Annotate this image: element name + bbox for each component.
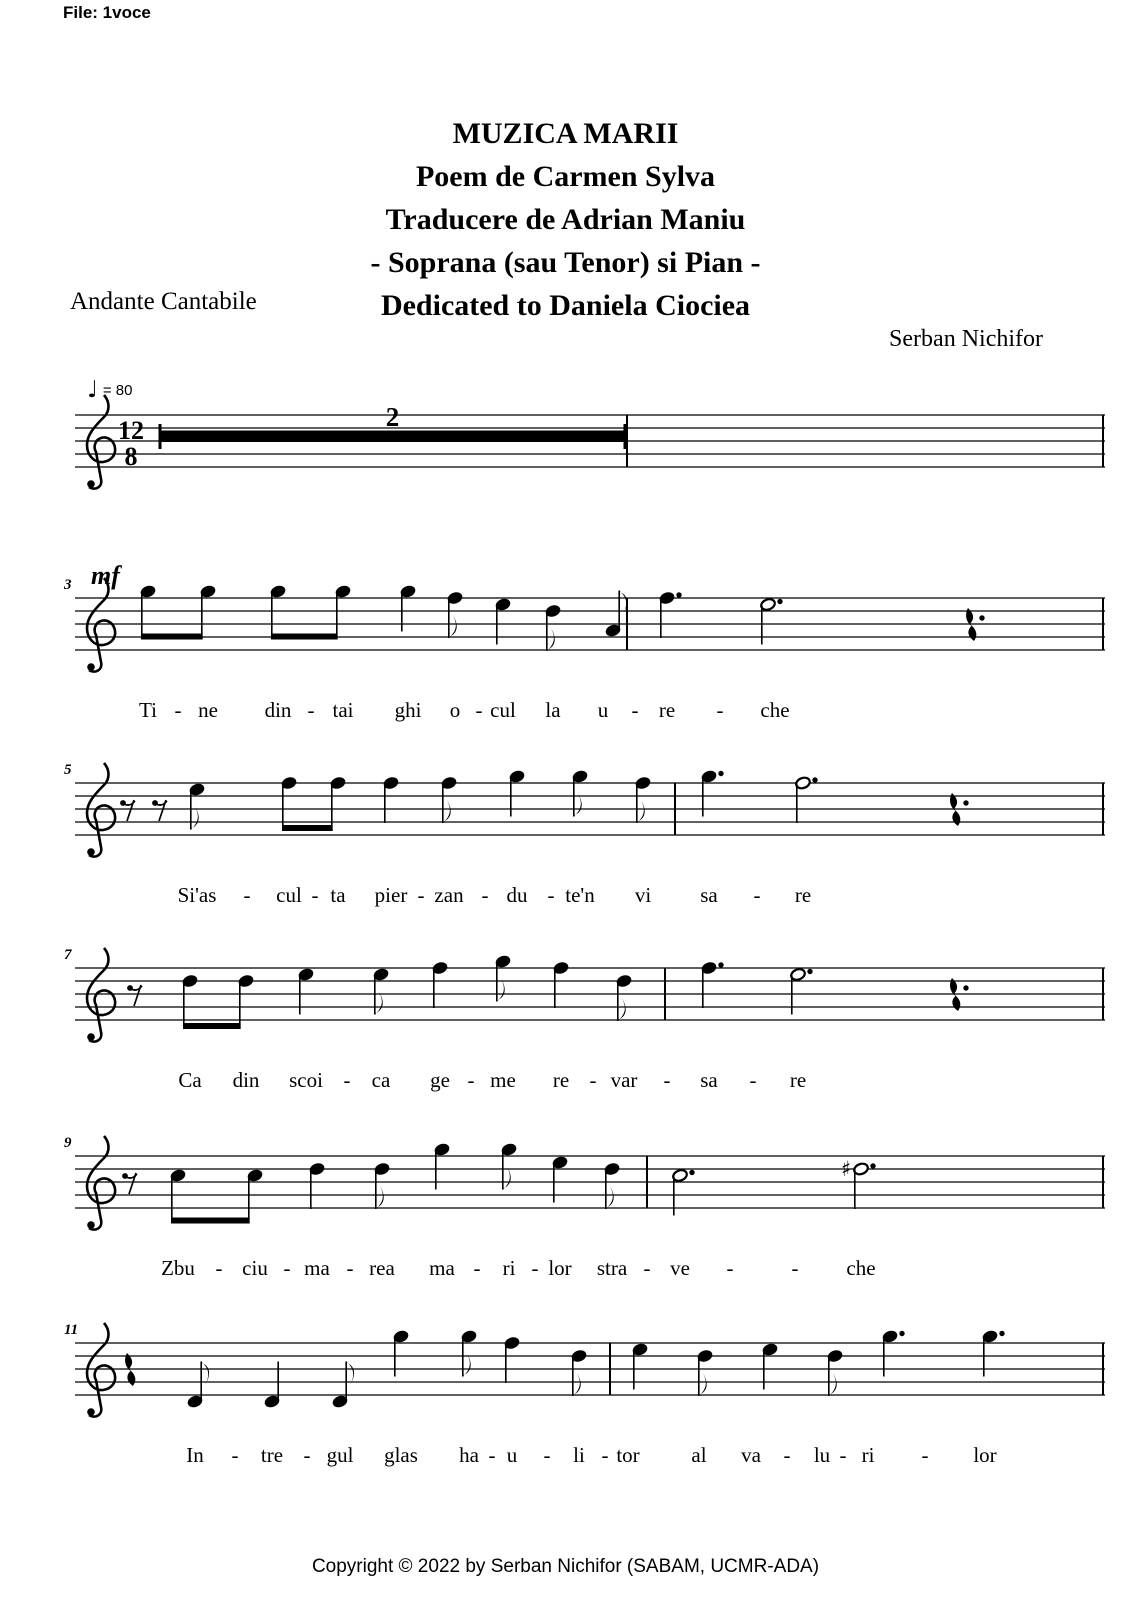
lyric-hyphen: -	[475, 698, 483, 722]
lyric-syllable: Ti	[139, 698, 157, 722]
staff-system-4	[63, 928, 1105, 1060]
lyric-hyphen: -	[283, 1256, 291, 1280]
lyric-syllable: cul	[276, 883, 302, 907]
lyric-hyphen: -	[663, 1068, 671, 1092]
treble-clef-icon	[87, 948, 115, 1042]
lyric-syllable: Zbu	[161, 1256, 195, 1280]
lyric-syllable: al	[691, 1443, 707, 1467]
lyric-hyphen: -	[643, 1256, 651, 1280]
eighth-flag	[463, 1354, 471, 1377]
staff-system-3	[63, 743, 1105, 875]
subtitle-poem: Poem de Carmen Sylva	[415, 160, 716, 193]
lyric-syllable: sa	[700, 1068, 718, 1092]
lyric-syllable: din	[232, 1068, 260, 1092]
composer-name: Serban Nichifor	[889, 326, 1043, 352]
lyric-syllable: la	[545, 698, 561, 722]
measure-number: 11	[64, 1322, 79, 1338]
lyric-hyphen: -	[311, 883, 319, 907]
page-title: MUZICA MARII	[452, 117, 679, 150]
lyric-hyphen: -	[481, 883, 489, 907]
treble-clef-icon	[87, 763, 115, 857]
eighth-flag	[443, 800, 451, 823]
copyright-footer: Copyright © 2022 by Serban Nichifor (SABAM, UCMR-ADA)	[311, 1556, 820, 1577]
lyric-syllable: te'n	[565, 883, 595, 907]
lyric-syllable: li	[573, 1443, 585, 1467]
lyric-syllable: ciu	[242, 1256, 268, 1280]
augmentation-dot	[812, 777, 817, 782]
lyric-hyphen: -	[231, 1443, 239, 1467]
lyric-hyphen: -	[307, 698, 315, 722]
eighth-flag	[497, 979, 505, 1002]
eighth-flag	[449, 615, 457, 638]
beam	[183, 1023, 241, 1029]
lyric-syllable: me	[490, 1068, 516, 1092]
lyric-syllable: sa	[700, 883, 718, 907]
lyrics-line-4	[75, 1068, 1105, 1098]
system-5	[63, 1116, 1105, 1291]
lyric-syllable: tai	[332, 698, 354, 722]
lyric-syllable: ta	[330, 883, 346, 907]
lyric-syllable: lor	[973, 1443, 997, 1467]
lyric-syllable: Si'as	[177, 883, 217, 907]
eighth-flag	[503, 1167, 511, 1190]
lyric-hyphen: -	[783, 1443, 791, 1467]
lyric-syllable: ne	[198, 698, 218, 722]
staff-system-2	[63, 558, 1105, 690]
eighth-flag	[699, 1373, 707, 1396]
lyric-syllable: lor	[548, 1256, 572, 1280]
subtitle-instrumentation: - Soprana (sau Tenor) si Pian -	[370, 246, 761, 279]
sharp-icon: ♯	[841, 1157, 852, 1181]
lyric-syllable: tre	[260, 1443, 284, 1467]
lyric-syllable: ma	[429, 1256, 455, 1280]
metronome-marking: ♩ = 80	[87, 377, 133, 403]
eighth-flag	[375, 992, 383, 1015]
treble-clef-icon	[87, 1408, 95, 1416]
lyric-syllable: ge	[430, 1068, 450, 1092]
time-signature-numerator: 12	[118, 416, 144, 445]
eighth-rest	[127, 800, 134, 821]
eighth-flag	[637, 800, 645, 823]
augmentation-dot	[870, 1163, 875, 1168]
lyric-syllable: In	[186, 1443, 204, 1467]
system-2	[63, 558, 1105, 733]
beam	[141, 634, 203, 640]
lyrics-line-5	[75, 1256, 1105, 1286]
lyric-syllable: ha	[459, 1443, 479, 1467]
file-label: File: 1voce	[63, 3, 151, 22]
lyric-hyphen: -	[215, 1256, 223, 1280]
lyric-hyphen: -	[343, 1068, 351, 1092]
multimeasure-rest	[160, 431, 625, 443]
multimeasure-rest	[159, 424, 162, 449]
tempo-marking: Andante Cantabile	[70, 288, 257, 315]
lyric-hyphen: -	[749, 1068, 757, 1092]
lyric-syllable: ve	[670, 1256, 690, 1280]
eighth-flag	[346, 1362, 354, 1385]
measure-number: 5	[64, 762, 72, 778]
lyric-syllable: Ca	[178, 1068, 202, 1092]
eighth-flag	[829, 1373, 837, 1396]
lyric-hyphen: -	[547, 883, 555, 907]
augmentation-dot	[899, 1331, 904, 1336]
augmentation-dot	[689, 1170, 694, 1175]
eighth-flag	[619, 591, 627, 614]
staff-system-5	[63, 1116, 1105, 1248]
lyric-syllable: re	[552, 1068, 570, 1092]
lyric-hyphen: -	[726, 1256, 734, 1280]
treble-clef-icon	[87, 1136, 115, 1230]
lyric-syllable: zan	[434, 883, 464, 907]
augmentation-dot	[718, 962, 723, 967]
treble-clef-icon	[87, 578, 115, 672]
eighth-flag	[201, 1362, 209, 1385]
eighth-flag	[547, 628, 555, 651]
lyric-syllable: gul	[326, 1443, 354, 1467]
lyric-syllable: din	[264, 698, 292, 722]
eighth-flag	[573, 1373, 581, 1396]
augmentation-dot	[777, 599, 782, 604]
augmentation-dot	[807, 969, 812, 974]
lyric-syllable: du	[506, 883, 528, 907]
lyric-hyphen: -	[631, 698, 639, 722]
lyric-syllable: ri	[861, 1443, 875, 1467]
lyric-syllable: o	[449, 698, 461, 722]
lyric-hyphen: -	[601, 1443, 609, 1467]
lyric-hyphen: -	[467, 1068, 475, 1092]
system-4	[63, 928, 1105, 1103]
lyric-syllable: vi	[634, 883, 652, 907]
lyric-syllable: var	[610, 1068, 638, 1092]
eighth-rest	[159, 800, 166, 821]
staff-system-1	[63, 375, 1105, 507]
lyric-syllable: che	[760, 698, 790, 722]
lyric-syllable: ma	[304, 1256, 330, 1280]
measure-number: 7	[64, 947, 72, 963]
lyric-hyphen: -	[839, 1443, 847, 1467]
lyric-syllable: che	[846, 1256, 876, 1280]
lyric-hyphen: -	[531, 1256, 539, 1280]
lyric-syllable: scoi	[289, 1068, 323, 1092]
augmentation-dot	[999, 1331, 1004, 1336]
rest-dot	[979, 615, 984, 620]
lyric-syllable: ca	[371, 1068, 391, 1092]
lyric-syllable: re	[794, 883, 812, 907]
lyrics-line-1	[75, 515, 1105, 545]
treble-clef-icon	[87, 663, 95, 671]
lyric-hyphen: -	[543, 1443, 551, 1467]
eighth-flag	[618, 998, 626, 1021]
lyric-syllable: ghi	[394, 698, 422, 722]
lyric-syllable: ri	[502, 1256, 516, 1280]
lyric-syllable: va	[741, 1443, 761, 1467]
time-signature-denominator: 8	[124, 442, 138, 471]
lyric-hyphen: -	[174, 698, 182, 722]
eighth-rest	[134, 985, 141, 1006]
beam	[171, 1218, 250, 1224]
lyric-syllable: stra	[596, 1256, 628, 1280]
lyric-hyphen: -	[417, 883, 425, 907]
treble-clef-icon	[87, 1033, 95, 1041]
treble-clef-icon	[87, 1221, 95, 1229]
lyric-hyphen: -	[473, 1256, 481, 1280]
dynamic-marking: mf	[91, 561, 120, 590]
lyrics-line-2	[75, 698, 1105, 728]
multirest-count: 2	[385, 402, 400, 432]
augmentation-dot	[676, 592, 681, 597]
eighth-rest	[129, 1173, 136, 1194]
subtitle-dedication: Dedicated to Daniela Ciociea	[380, 289, 751, 322]
lyric-syllable: glas	[384, 1443, 418, 1467]
system-1	[63, 375, 1105, 550]
lyrics-line-6	[75, 1443, 1105, 1473]
eighth-flag	[574, 794, 582, 817]
lyric-hyphen: -	[243, 883, 251, 907]
lyric-syllable: re	[658, 698, 676, 722]
augmentation-dot	[718, 771, 723, 776]
lyric-hyphen: -	[488, 1443, 496, 1467]
lyrics-line-3	[75, 883, 1105, 913]
eighth-flag	[606, 1186, 614, 1209]
treble-clef-icon	[87, 395, 115, 489]
beam	[282, 825, 333, 831]
measure-number: 3	[64, 577, 72, 593]
lyric-syllable: re	[789, 1068, 807, 1092]
treble-clef-icon	[87, 848, 95, 856]
eighth-flag	[191, 807, 199, 830]
lyric-hyphen: -	[589, 1068, 597, 1092]
lyric-hyphen: -	[303, 1443, 311, 1467]
lyric-hyphen: -	[791, 1256, 799, 1280]
lyric-syllable: rea	[369, 1256, 395, 1280]
lyric-syllable: lu	[813, 1443, 831, 1467]
system-3	[63, 743, 1105, 918]
system-6	[63, 1303, 1105, 1478]
treble-clef-icon	[87, 480, 95, 488]
lyric-syllable: u	[597, 698, 609, 722]
lyric-syllable: u	[506, 1443, 518, 1467]
rest-dot	[963, 800, 968, 805]
beam	[271, 634, 338, 640]
lyric-syllable: pier	[374, 883, 408, 907]
eighth-flag	[376, 1186, 384, 1209]
lyric-hyphen: -	[921, 1443, 929, 1467]
lyric-syllable: tor	[616, 1443, 640, 1467]
subtitle-translation: Traducere de Adrian Maniu	[385, 203, 746, 236]
rest-dot	[963, 985, 968, 990]
lyric-hyphen: -	[716, 698, 724, 722]
treble-clef-icon	[87, 1323, 115, 1417]
lyric-hyphen: -	[753, 883, 761, 907]
lyric-syllable: cul	[490, 698, 516, 722]
lyric-hyphen: -	[346, 1256, 354, 1280]
measure-number: 9	[64, 1135, 72, 1151]
staff-system-6	[63, 1303, 1105, 1435]
